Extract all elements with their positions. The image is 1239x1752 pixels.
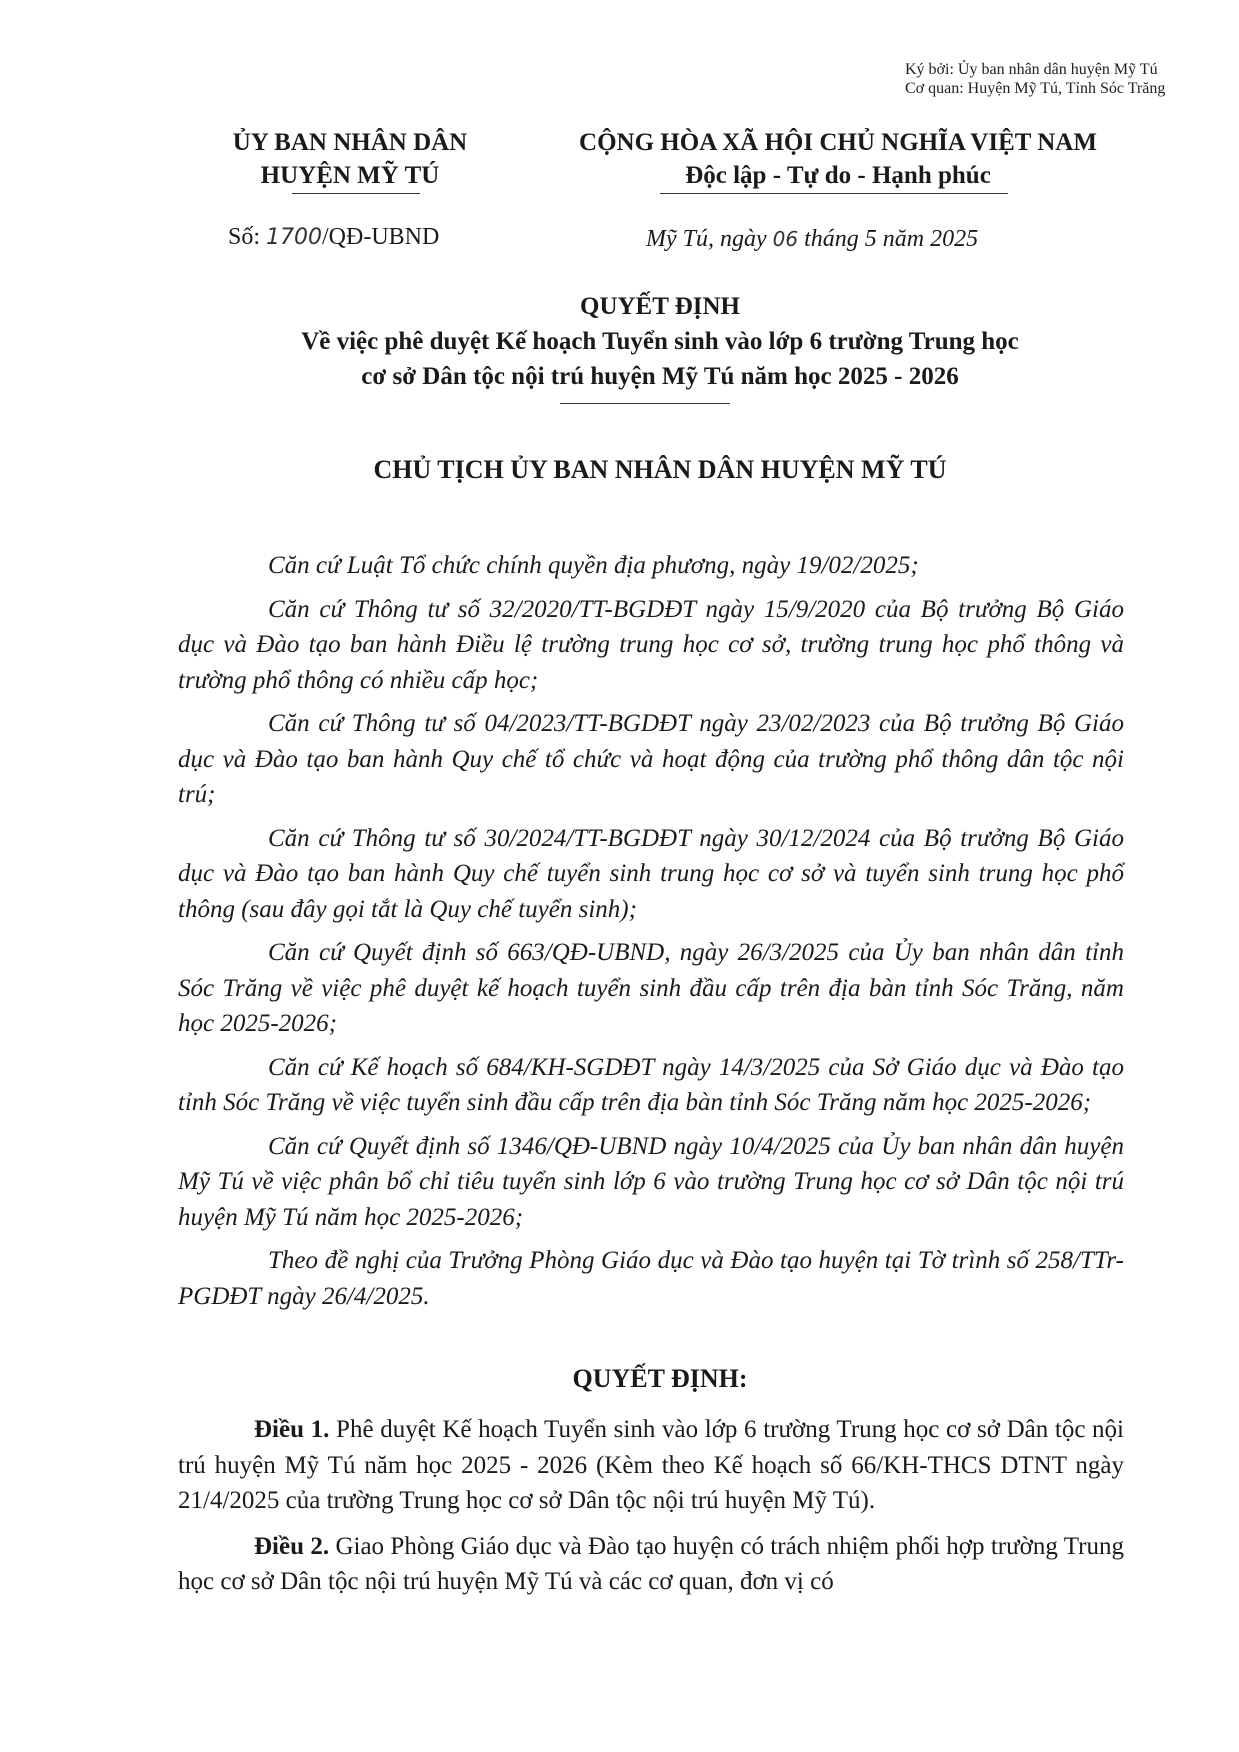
article-1 bbox=[178, 1412, 1124, 1519]
preamble-item: Căn cứ Thông tư số 30/2024/TT-BGDĐT ngày 30/12/2024 của Bộ trưởng Bộ Giáo dục và Đào tạo ban hành Quy chế tuyển sinh trung học cơ sở và tuyển sinh trung học phổ thông (sau đây gọi tắt là Quy chế tuyển sinh); bbox=[178, 824, 1124, 923]
preamble bbox=[178, 548, 1124, 1322]
decision-heading: QUYẾT ĐỊNH: bbox=[572, 1364, 748, 1393]
country-name: CỘNG HÒA XÃ HỘI CHỦ NGHĨA VIỆT NAM bbox=[579, 129, 1097, 156]
article-label: Điều 2. bbox=[254, 1532, 330, 1560]
title-line1: Về việc phê duyệt Kế hoạch Tuyển sinh vào lớp 6 trường Trung học bbox=[301, 328, 1019, 355]
digital-signature-info bbox=[905, 60, 1165, 98]
articles bbox=[178, 1412, 1124, 1610]
article-text: Giao Phòng Giáo dục và Đào tạo huyện có trách nhiệm phối hợp trường Trung học cơ sở Dân tộc nội trú huyện Mỹ Tú và các cơ quan, đơn vị có bbox=[178, 1532, 1124, 1595]
day-handwritten: 06 bbox=[772, 227, 799, 251]
preamble-item: Theo đề nghị của Trưởng Phòng Giáo dục và Đào tạo huyện tại Tờ trình số 258/TTr-PGDĐT ngày 26/4/2025. bbox=[178, 1247, 1124, 1310]
preamble-item: Căn cứ Luật Tổ chức chính quyền địa phương, ngày 19/02/2025; bbox=[268, 552, 919, 579]
document-title bbox=[160, 289, 1160, 394]
title-line2: cơ sở Dân tộc nội trú huyện Mỹ Tú năm học 2025 - 2026 bbox=[361, 363, 959, 390]
signing-agency: Cơ quan: Huyện Mỹ Tú, Tỉnh Sóc Trăng bbox=[905, 80, 1166, 97]
place-suffix: tháng 5 năm 2025 bbox=[804, 226, 979, 252]
document-number bbox=[228, 224, 439, 251]
motto: Độc lập - Tự do - Hạnh phúc bbox=[685, 162, 991, 189]
motto-underline bbox=[660, 193, 1008, 194]
number-suffix: /QĐ-UBND bbox=[322, 224, 440, 250]
place-date bbox=[646, 226, 978, 253]
preamble-item: Căn cứ Thông tư số 32/2020/TT-BGDĐT ngày 15/9/2020 của Bộ trưởng Bộ Giáo dục và Đào tạo ban hành Điều lệ trường trung học cơ sở, trường trung học phổ thông và trường phổ thông có nhiều cấp học; bbox=[178, 595, 1124, 694]
issuing-body-underline bbox=[292, 193, 420, 194]
national-motto bbox=[548, 126, 1128, 192]
preamble-item: Căn cứ Kế hoạch số 684/KH-SGDĐT ngày 14/3/2025 của Sở Giáo dục và Đào tạo tỉnh Sóc Trăng về việc tuyển sinh đầu cấp trên địa bàn tỉnh Sóc Trăng năm học 2025-2026; bbox=[178, 1053, 1124, 1116]
authority-heading: CHỦ TỊCH ỦY BAN NHÂN DÂN HUYỆN MỸ TÚ bbox=[373, 455, 947, 484]
number-prefix: Số: bbox=[228, 224, 261, 250]
preamble-item: Căn cứ Thông tư số 04/2023/TT-BGDĐT ngày 23/02/2023 của Bộ trưởng Bộ Giáo dục và Đào tạo ban hành Quy chế tổ chức và hoạt động của trường phổ thông dân tộc nội trú; bbox=[178, 710, 1124, 808]
title-underline bbox=[560, 403, 730, 404]
preamble-item: Căn cứ Quyết định số 663/QĐ-UBND, ngày 26/3/2025 của Ủy ban nhân dân tỉnh Sóc Trăng về việc phê duyệt kế hoạch tuyển sinh đầu cấp trên địa bàn tỉnh Sóc Trăng, năm học 2025-2026; bbox=[178, 939, 1124, 1037]
article-text: Phê duyệt Kế hoạch Tuyển sinh vào lớp 6 trường Trung học cơ sở Dân tộc nội trú huyện Mỹ Tú năm học 2025 - 2026 (Kèm theo Kế hoạch số 66/KH-THCS DTNT ngày 21/4/2025 của trường Trung học cơ sở Dân tộc nội trú huyện Mỹ Tú). bbox=[178, 1416, 1125, 1514]
issuing-body-line2: HUYỆN MỸ TÚ bbox=[260, 162, 440, 189]
issuing-body-line1: ỦY BAN NHÂN DÂN bbox=[232, 129, 468, 156]
place-prefix: Mỹ Tú, ngày bbox=[646, 226, 767, 252]
article-2 bbox=[178, 1529, 1124, 1600]
number-handwritten: 1700 bbox=[266, 225, 323, 250]
issuing-body bbox=[205, 126, 495, 192]
title-heading: QUYẾT ĐỊNH bbox=[580, 293, 740, 320]
preamble-item: Căn cứ Quyết định số 1346/QĐ-UBND ngày 10/4/2025 của Ủy ban nhân dân huyện Mỹ Tú về việc phân bổ chỉ tiêu tuyển sinh lớp 6 vào trường Trung học cơ sở Dân tộc nội trú huyện Mỹ Tú năm học 2025-2026; bbox=[178, 1132, 1124, 1231]
signed-by: Ký bởi: Ủy ban nhân dân huyện Mỹ Tú bbox=[905, 61, 1158, 78]
article-label: Điều 1. bbox=[254, 1416, 330, 1443]
